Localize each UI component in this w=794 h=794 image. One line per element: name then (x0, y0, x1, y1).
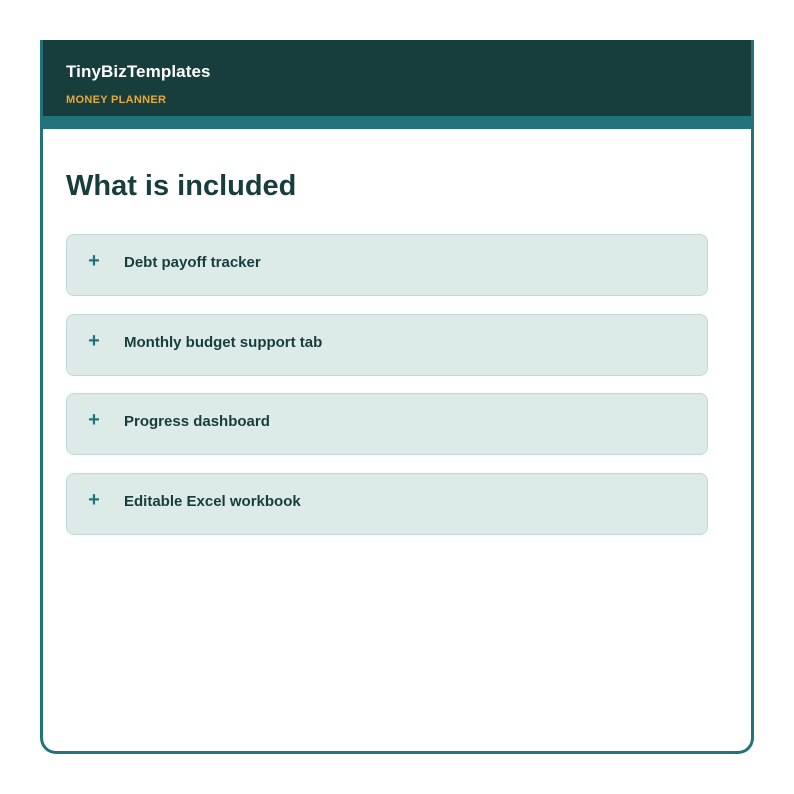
plus-icon[interactable]: + (88, 488, 100, 511)
accordion-item-label: Debt payoff tracker (124, 254, 261, 271)
accordion-item-editable-excel-workbook[interactable] (66, 473, 708, 535)
brand-name: TinyBizTemplates (66, 62, 211, 81)
accordion-item-monthly-budget-support-tab[interactable] (66, 314, 708, 376)
included-items-list (66, 234, 708, 552)
accordion-item-debt-payoff-tracker[interactable] (66, 234, 708, 296)
plus-icon[interactable]: + (88, 409, 100, 431)
plus-icon[interactable]: + (88, 329, 100, 352)
product-subtitle: MONEY PLANNER (66, 94, 167, 106)
header-accent-bar (40, 116, 754, 129)
accordion-item-label: Progress dashboard (124, 413, 270, 430)
plus-icon[interactable]: + (88, 250, 100, 272)
product-card (40, 40, 754, 754)
accordion-item-label: Editable Excel workbook (124, 492, 301, 510)
accordion-item-progress-dashboard[interactable] (66, 393, 708, 455)
header (40, 40, 754, 116)
accordion-item-label: Monthly budget support tab (124, 333, 323, 351)
section-heading: What is included (66, 170, 297, 202)
